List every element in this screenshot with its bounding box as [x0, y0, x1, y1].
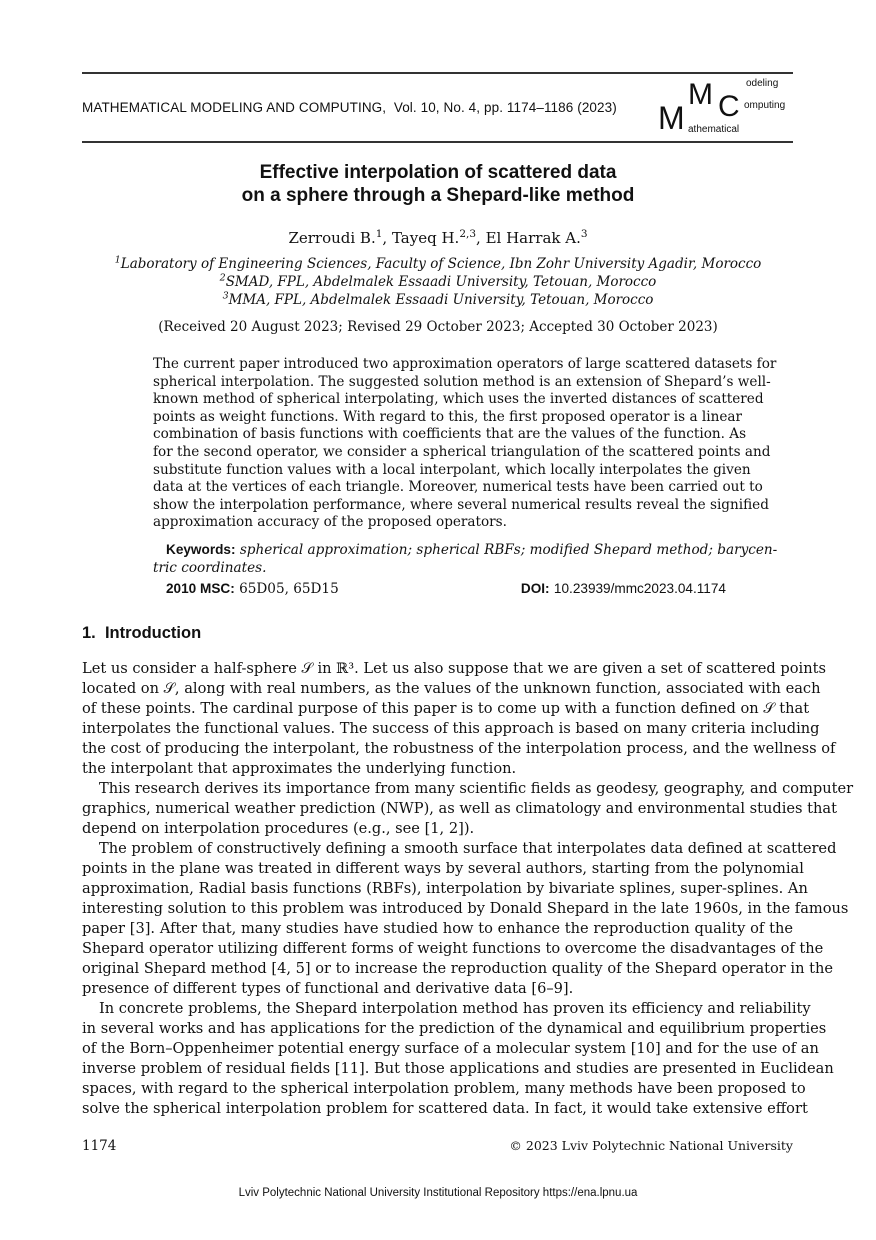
journal-name: MATHEMATICAL MODELING AND COMPUTING, — [82, 100, 387, 115]
page-number: 1174 — [82, 1138, 117, 1154]
author-name: El Harrak A. — [485, 229, 581, 247]
author-sup: 2,3 — [459, 228, 477, 240]
affiliation — [0, 274, 876, 290]
paragraph — [82, 659, 836, 779]
paragraph-line: original Shepard method [4, 5] or to increase the reproduction quality of the Shepard operator in the — [82, 960, 834, 977]
journal-volume: Vol. 10, No. 4, pp. 1174–1186 (2023) — [393, 100, 617, 115]
affiliation-text: SMAD, FPL, Abdelmalek Essaadi University, Tetouan, Morocco — [225, 274, 657, 290]
keywords-line — [153, 541, 778, 560]
logo-text: athematical — [688, 124, 740, 135]
section-number: 1. — [82, 624, 96, 642]
keywords-line: tric coordinates. — [153, 559, 267, 576]
abstract-line: spherical interpolation. The suggested solution method is an extension of Shepard’s well- — [153, 373, 771, 390]
paragraph-line: interpolates the functional values. The success of this approach is based on many criteria including — [82, 720, 820, 737]
affiliation-sup: 3 — [222, 290, 229, 302]
paragraph-line: paper [3]. After that, many studies have studied how to enhance the reproduction quality of the — [82, 920, 793, 937]
paragraph-line: solve the spherical interpolation problem for scattered data. In fact, it would take extensive effort — [82, 1100, 808, 1117]
abstract-line: known method of spherical interpolating, which uses the inverted distances of scattered — [153, 391, 764, 408]
keywords — [153, 541, 778, 577]
affiliation-sup: 1 — [114, 254, 121, 266]
received-dates: (Received 20 August 2023; Revised 29 October 2023; Accepted 30 October 2023) — [158, 319, 718, 335]
authors: Zerroudi B.$^1$, Tayeq H.$^{2,3}$, El Harrak A.$^3$ — [288, 228, 588, 247]
paragraph — [82, 839, 849, 999]
paragraph-line: of the Born–Oppenheimer potential energy surface of a molecular system [10] and for the use of an — [82, 1040, 819, 1057]
section-title: Introduction — [104, 624, 202, 642]
header-top-rule — [82, 72, 793, 74]
abstract-line: combination of basis functions with coefficients that are the values of the function. As — [153, 426, 747, 443]
paragraph-line: in several works and has applications for the prediction of the dynamical and equilibrium properties — [82, 1020, 827, 1037]
paragraph-line: This research derives its importance from many scientific fields as geodesy, geography, and computer — [99, 780, 854, 797]
paragraph-line: interesting solution to this problem was introduced by Donald Shepard in the late 1960s, in the famous — [82, 900, 849, 917]
body-text — [82, 659, 854, 1119]
affiliation-sup: 2 — [219, 272, 226, 284]
paragraph-line: graphics, numerical weather prediction (NWP), as well as climatology and environmental studies that — [82, 800, 837, 817]
abstract-line: substitute function values with a local interpolant, which locally interpolates the given — [153, 461, 751, 478]
paragraph-line: the cost of producing the interpolant, the robustness of the interpolation process, and the wellness of — [82, 740, 836, 757]
logo-text: odeling — [746, 78, 779, 89]
section-heading — [82, 623, 201, 643]
msc-codes — [166, 580, 339, 598]
doi — [521, 580, 726, 598]
paragraph-line: of these points. The cardinal purpose of this paper is to come up with a function defined on 𝒮 that — [82, 700, 810, 717]
abstract — [153, 356, 777, 532]
paragraph-line: depend on interpolation procedures (e.g., see [1, 2]). — [82, 820, 475, 837]
doi-label: DOI: — [520, 581, 550, 596]
affiliation — [0, 256, 876, 272]
header-bottom-rule — [82, 141, 793, 143]
paragraph — [82, 999, 834, 1119]
author-name: Zerroudi B. — [288, 229, 376, 247]
author-name: Tayeq H. — [391, 229, 460, 247]
abstract-line: data at the vertices of each triangle. Moreover, numerical tests have been carried out to — [153, 479, 763, 496]
journal-logo — [658, 78, 794, 140]
paragraph-line: located on 𝒮, along with real numbers, as the values of the unknown function, associated with each — [82, 680, 821, 697]
abstract-line: The current paper introduced two approximation operators of large scattered datasets for — [153, 356, 777, 372]
repository-note: Lviv Polytechnic National University Institutional Repository https://ena.lpnu.ua — [238, 1187, 638, 1199]
paragraph-line: In concrete problems, the Shepard interpolation method has proven its efficiency and reliability — [99, 1000, 811, 1017]
paper-title-line-1: Effective interpolation of scattered data — [259, 162, 617, 183]
paragraph-line: Shepard operator utilizing different forms of weight functions to overcome the disadvantages of the — [82, 940, 824, 957]
paragraph — [82, 779, 854, 839]
author-sup: 3 — [580, 228, 588, 240]
paragraph-line: inverse problem of residual fields [11]. But those applications and studies are presented in Euclidean — [82, 1060, 834, 1077]
logo-text: omputing — [744, 100, 786, 111]
copyright: © 2023 Lviv Polytechnic National University — [509, 1138, 793, 1153]
paragraph-line: spaces, with regard to the spherical interpolation problem, many methods have been proposed to — [82, 1080, 806, 1097]
paragraph-line: points in the plane was treated in different ways by several authors, starting from the polynomial — [82, 860, 804, 877]
author-sup: 1 — [375, 228, 383, 240]
doi-link[interactable]: 10.23939/mmc2023.04.1174 — [553, 581, 726, 596]
keywords-text: spherical approximation; spherical RBFs; modified Shepard method; barycen- — [239, 542, 778, 558]
abstract-line: approximation accuracy of the proposed operators. — [153, 514, 507, 531]
paragraph-line: the interpolant that approximates the underlying function. — [82, 760, 517, 777]
affiliation-text: Laboratory of Engineering Sciences, Faculty of Science, Ibn Zohr University Agadir, Morocco — [120, 256, 762, 272]
paragraph-line: The problem of constructively defining a smooth surface that interpolates data defined at scattered — [99, 840, 837, 857]
paragraph-line: presence of different types of functional and derivative data [6–9]. — [82, 980, 574, 997]
paper-title-line-2: on a sphere through a Shepard-like method — [241, 185, 635, 206]
logo-letter: M — [658, 100, 685, 136]
abstract-line: points as weight functions. With regard to this, the first proposed operator is a linear — [153, 408, 742, 425]
journal-citation — [82, 100, 617, 116]
logo-letter: M — [688, 78, 713, 111]
paragraph-line: Let us consider a half-sphere 𝒮 in ℝ³. Let us also suppose that we are given a set of scattered points — [82, 660, 826, 677]
abstract-line: show the interpolation performance, where several numerical results reveal the signified — [153, 496, 769, 513]
logo-letter: C — [718, 90, 740, 123]
keywords-label: Keywords: — [166, 542, 236, 557]
paragraph-line: approximation, Radial basis functions (RBFs), interpolation by bivariate splines, super-splines. An — [82, 880, 808, 897]
affiliation-text: MMA, FPL, Abdelmalek Essaadi University, Tetouan, Morocco — [228, 292, 654, 308]
affiliation — [0, 292, 876, 308]
msc-label: 2010 MSC: — [166, 581, 235, 596]
msc-value: 65D05, 65D15 — [239, 581, 339, 597]
abstract-line: for the second operator, we consider a spherical triangulation of the scattered points and — [153, 443, 771, 460]
